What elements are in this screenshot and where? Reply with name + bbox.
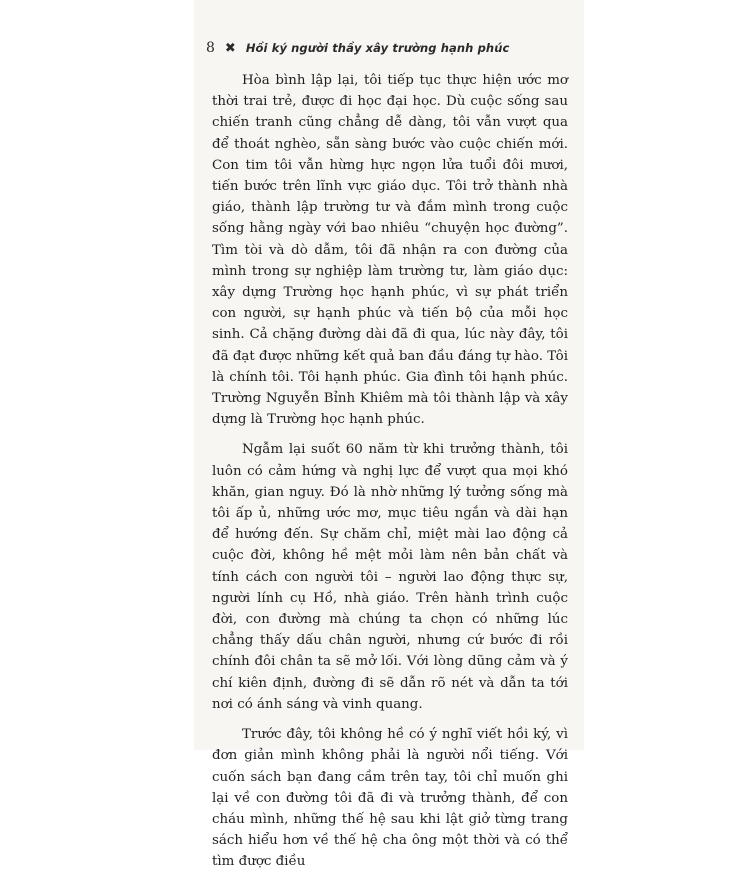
page-number: 8 — [206, 40, 215, 56]
cross-ornament-icon: ✖ — [224, 40, 236, 56]
body-text — [212, 70, 568, 873]
paragraph-1: Hòa bình lập lại, tôi tiếp tục thực hiện ước mơ thời trai trẻ, được đi học đại học. Dù cuộc sống sau chiến tranh cũng chẳng dễ dàng, tôi vẫn vượt qua để thoát nghèo, sẵn sàng bước vào cuộc chiến mới. Con tim tôi vẫn hừng hực ngọn lửa tuổi đôi mươi, tiến bước trên lĩnh vực giáo dục. Tôi trở thành nhà giáo, thành lập trường tư và đắm mình trong cuộc sống hằng ngày với bao nhiêu “chuyện học đường”. Tìm tòi và dò dẫm, tôi đã nhận ra con đường của mình trong sự nghiệp làm trường tư, làm giáo dục: xây dựng Trường học hạnh phúc, vì sự phát triển con người, sự hạnh phúc và tiến bộ của mỗi học sinh. Cả chặng đường dài đã đi qua, lúc này đây, tôi đã đạt được những kết quả ban đầu đáng tự hào. Tôi là chính tôi. Tôi hạnh phúc. Gia đình tôi hạnh phúc. Trường Nguyễn Bỉnh Khiêm mà tôi thành lập và xây dựng là Trường học hạnh phúc. — [212, 73, 568, 428]
page-header — [206, 40, 509, 56]
book-page — [194, 0, 584, 870]
paragraph-2: Ngẫm lại suốt 60 năm từ khi trưởng thành, tôi luôn có cảm hứng và nghị lực để vượt qua mọi khó khăn, gian nguy. Đó là nhờ những lý tưởng sống mà tôi ấp ủ, những ước mơ, mục tiêu ngắn và dài hạn để hướng đến. Sự chăm chỉ, miệt mài lao động cả cuộc đời, không hề mệt mỏi làm nên bản chất và tính cách con người tôi – người lao động thực sự, người lính cụ Hồ, nhà giáo. Trên hành trình cuộc đời, con đường mà chúng ta chọn có những lúc chẳng thấy dấu chân người, nhưng cứ bước đi rồi chính đôi chân ta sẽ mở lối. Với lòng dũng cảm và ý chí kiên định, đường đi sẽ dẫn rõ nét và dẫn ta tới nơi có ánh sáng và vinh quang. — [212, 442, 568, 712]
running-title: Hồi ký người thầy xây trường hạnh phúc — [245, 41, 510, 55]
paragraph-3: Trước đây, tôi không hề có ý nghĩ viết hồi ký, vì đơn giản mình không phải là người nổi tiếng. Với cuốn sách bạn đang cầm trên tay, tôi chỉ muốn ghi lại về con đường tôi đã đi và trưởng thành, để con cháu mình, những thế hệ sau khi lật giở từng trang sách hiểu hơn về thế hệ cha ông một thời và có thể tìm được điều — [212, 727, 568, 870]
